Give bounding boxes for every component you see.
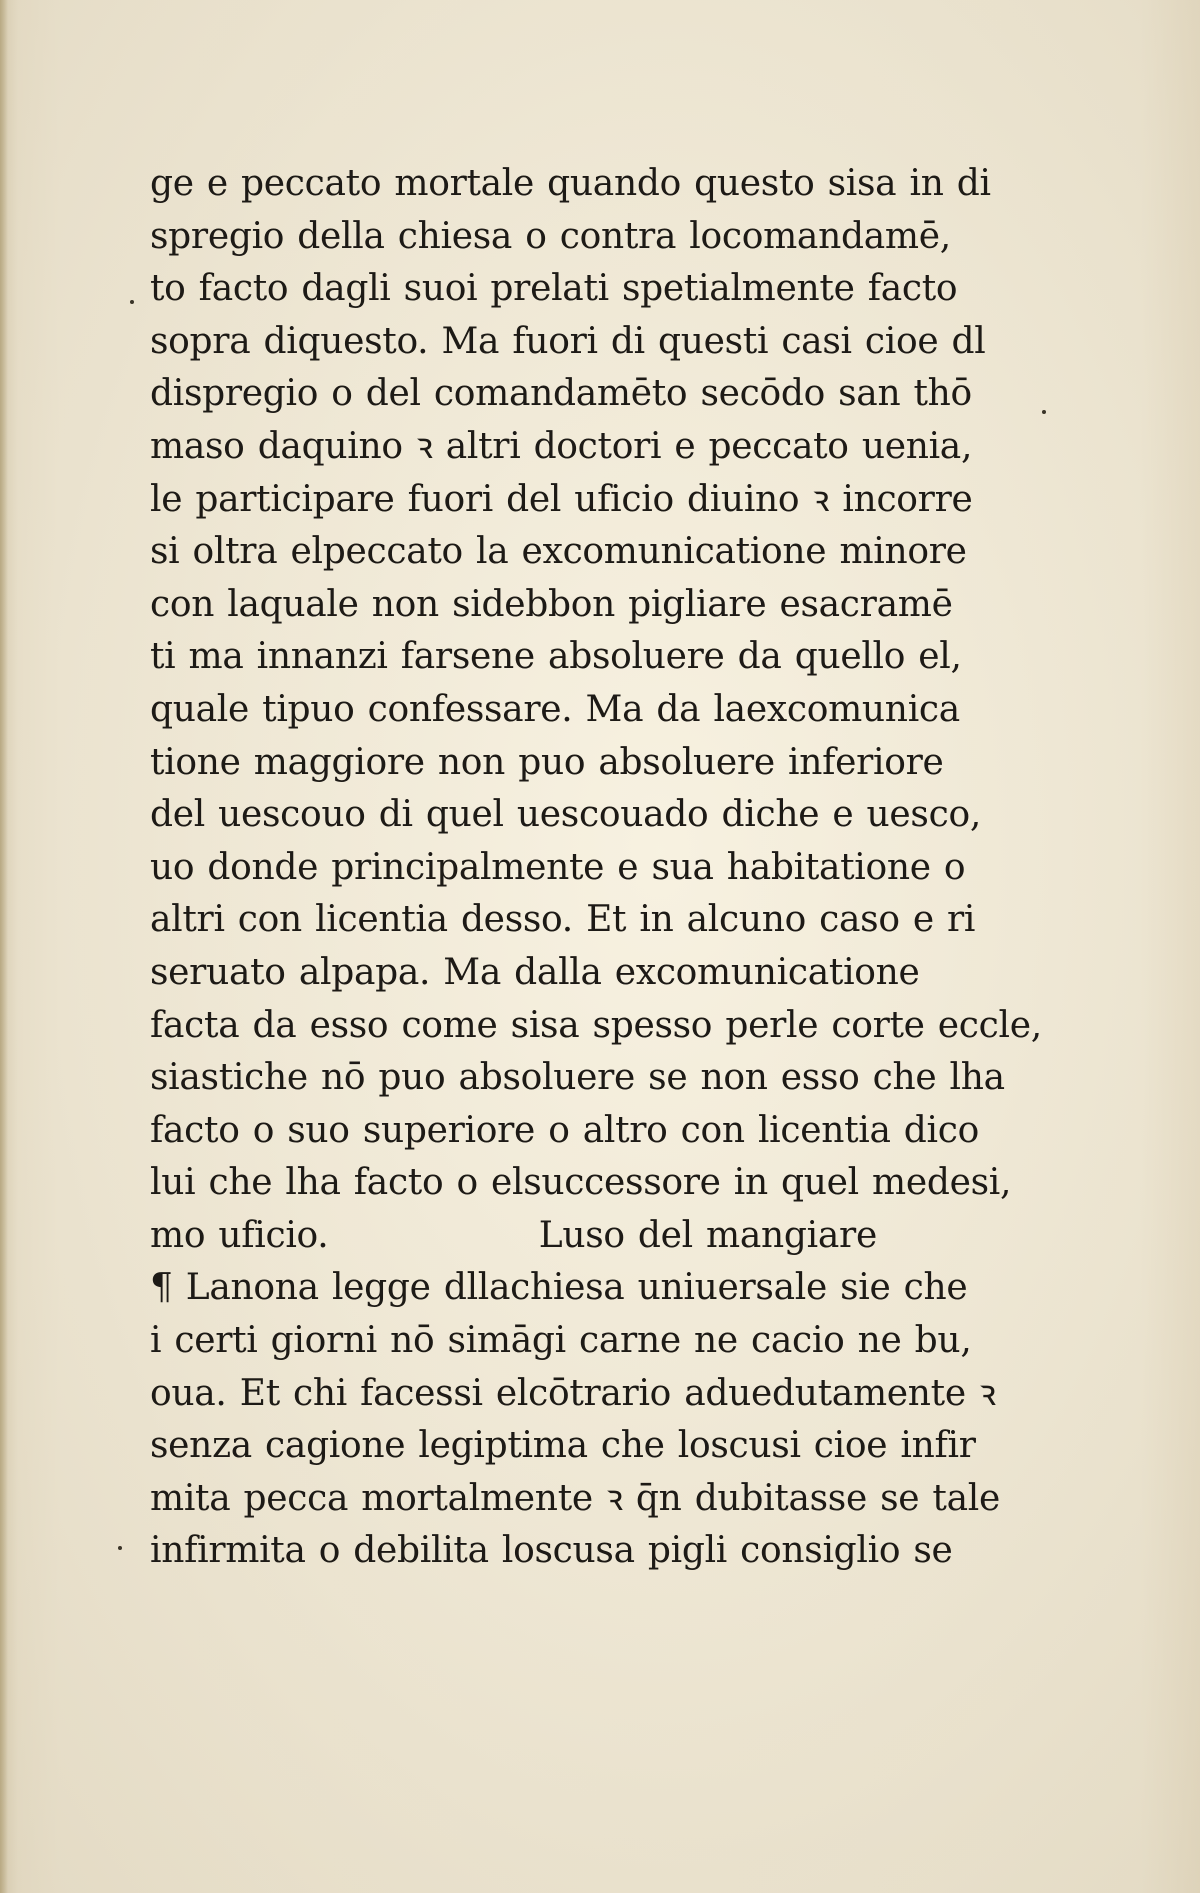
text-line: si oltra elpeccato la excomunicatione minore	[150, 531, 967, 573]
text-line: dispregio o del comandamēto secōdo san thō	[150, 373, 972, 415]
text-line: uo donde principalmente e sua habitatione o	[150, 846, 966, 888]
text-line: to facto dagli suoi prelati spetialmente facto	[150, 268, 958, 310]
text-line: mita pecca mortalmente ꝛ q̄n dubitasse se tale	[150, 1477, 1000, 1519]
text-line: spregio della chiesa o contra locomandamē,	[150, 215, 951, 257]
text-line: del uescouo di quel uescouado diche e uesco,	[150, 794, 981, 836]
text-line: sopra diquesto. Ma fuori di questi casi cioe dl	[150, 320, 986, 362]
text-line: con laquale non sidebbon pigliare esacramē	[150, 583, 953, 625]
text-line: ti ma innanzi farsene absoluere da quello el,	[150, 636, 962, 678]
text-line: senza cagione legiptima che loscusi cioe infir	[150, 1425, 976, 1467]
paper-speck	[130, 300, 134, 304]
paper-speck	[118, 1546, 122, 1550]
text-line: quale tipuo confessare. Ma da laexcomunica	[150, 688, 960, 730]
paper-speck	[1042, 410, 1046, 414]
text-line: facta da esso come sisa spesso perle corte eccle,	[150, 1004, 1042, 1046]
text-line: infirmita o debilita loscusa pigli consiglio se	[150, 1530, 953, 1572]
text-line: lui che lha facto o elsuccessore in quel medesi,	[150, 1162, 1012, 1204]
text-line: facto o suo superiore o altro con licentia dico	[150, 1109, 980, 1151]
text-line: ¶ Lanona legge dllachiesa uniuersale sie che	[150, 1267, 968, 1309]
page-text-block	[150, 158, 1042, 1578]
text-line: mo uficio. Luso del mangiare	[150, 1214, 877, 1256]
text-line: i certi giorni nō simāgi carne ne cacio ne bu,	[150, 1320, 972, 1362]
text-line: le participare fuori del uficio diuino ꝛ incorre	[150, 478, 973, 520]
text-line: siastiche nō puo absoluere se non esso che lha	[150, 1057, 1005, 1099]
text-line: oua. Et chi facessi elcōtrario aduedutamente ꝛ	[150, 1372, 996, 1414]
text-line: tione maggiore non puo absoluere inferiore	[150, 741, 944, 783]
page-gutter-shadow	[0, 0, 8, 1893]
text-line: seruato alpapa. Ma dalla excomunicatione	[150, 951, 920, 993]
text-line: maso daquino ꝛ altri doctori e peccato uenia,	[150, 425, 973, 467]
text-line: ge e peccato mortale quando questo sisa in di	[150, 163, 991, 204]
text-line: altri con licentia desso. Et in alcuno caso e ri	[150, 899, 976, 941]
